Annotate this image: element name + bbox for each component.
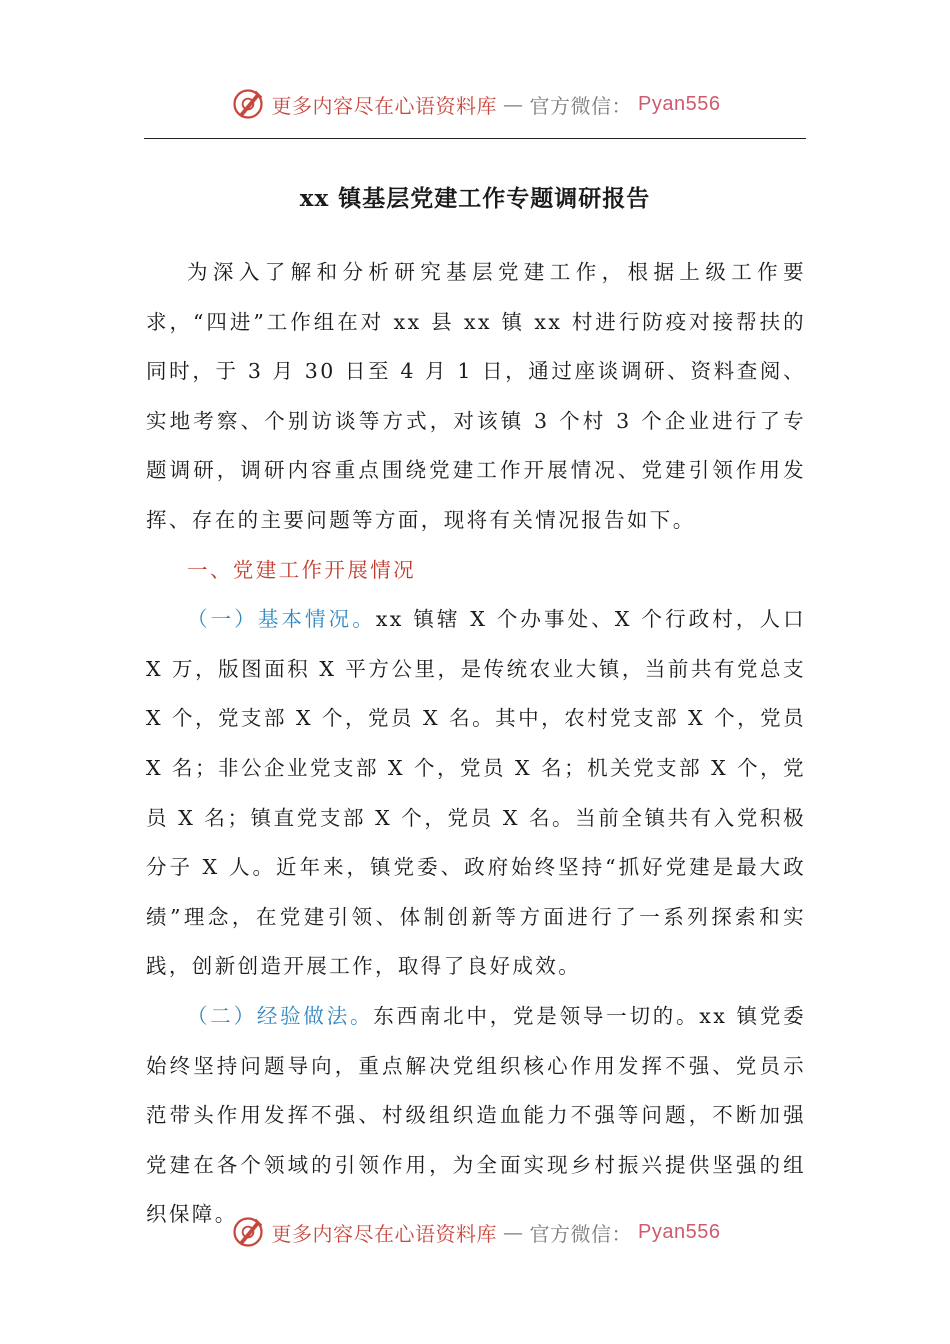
basic-situation-paragraph (146, 595, 806, 992)
document-title: xx 镇基层党建工作专题调研报告 (299, 185, 651, 212)
pen-nib-logo-icon (230, 1214, 266, 1250)
sub-heading-2: （二）经验做法。 (187, 1003, 374, 1028)
banner-wechat-id: Pyan556 (638, 92, 721, 115)
banner-label: 官方微信： (529, 93, 633, 118)
footer-watermark-banner (0, 1212, 950, 1252)
intro-paragraph: 为深入了解和分析研究基层党建工作，根据上级工作要求，“四进”工作组在对 xx 县 xx 镇 xx 村进行防疫对接帮扶的同时，于 3 月 30 日至 4 月 1 日，通过座谈调研、资料查阅、实地考察、个别访谈等方式，对该镇 3 个村 3 个企业进行了专题调研，调研内容重点围绕党建工作开展情况、党建引领作用发挥、存在的主要问题等方面，现将有关情况报告如下。 (146, 260, 806, 532)
section-heading-1: 一、党建工作开展情况 (187, 557, 416, 582)
pen-nib-logo-icon (230, 86, 266, 122)
header-watermark-banner (0, 84, 950, 124)
basic-situation-text: xx 镇辖 X 个办事处、X 个行政村，人口 X 万，版图面积 X 平方公里，是传统农业大镇，当前共有党总支 X 个，党支部 X 个，党员 X 名。其中，农村党支部 X 个，党员 X 名；非公企业党支部 X 个，党员 X 名；机关党支部 X 个，党员 X 名；镇直党支部 X 个，党员 X 名。当前全镇共有入党积极分子 X 人。近年来，镇党委、政府始终坚持“抓好党建是最大政绩”理念，在党建引领、体制创新等方面进行了一系列探索和实践，创新创造开展工作，取得了良好成效。 (146, 607, 806, 979)
footer-label: 官方微信： (529, 1221, 633, 1246)
banner-main-text: 更多内容尽在心语资料库 (271, 93, 498, 118)
footer-dash: — (503, 1220, 524, 1244)
document-body (146, 248, 806, 1240)
footer-main-text: 更多内容尽在心语资料库 (271, 1221, 498, 1246)
experience-paragraph (146, 992, 806, 1240)
header-divider (144, 138, 806, 139)
sub-heading-1: （一）基本情况。 (187, 607, 376, 632)
experience-text: 东西南北中，党是领导一切的。xx 镇党委始终坚持问题导向，重点解决党组织核心作用发挥不强、党员示范带头作用发挥不强、村级组织造血能力不强等问题，不断加强党建在各个领域的引领作用，为全面实现乡村振兴提供坚强的组织保障。 (146, 1003, 807, 1227)
banner-dash: — (503, 92, 524, 116)
footer-wechat-id: Pyan556 (638, 1220, 721, 1243)
